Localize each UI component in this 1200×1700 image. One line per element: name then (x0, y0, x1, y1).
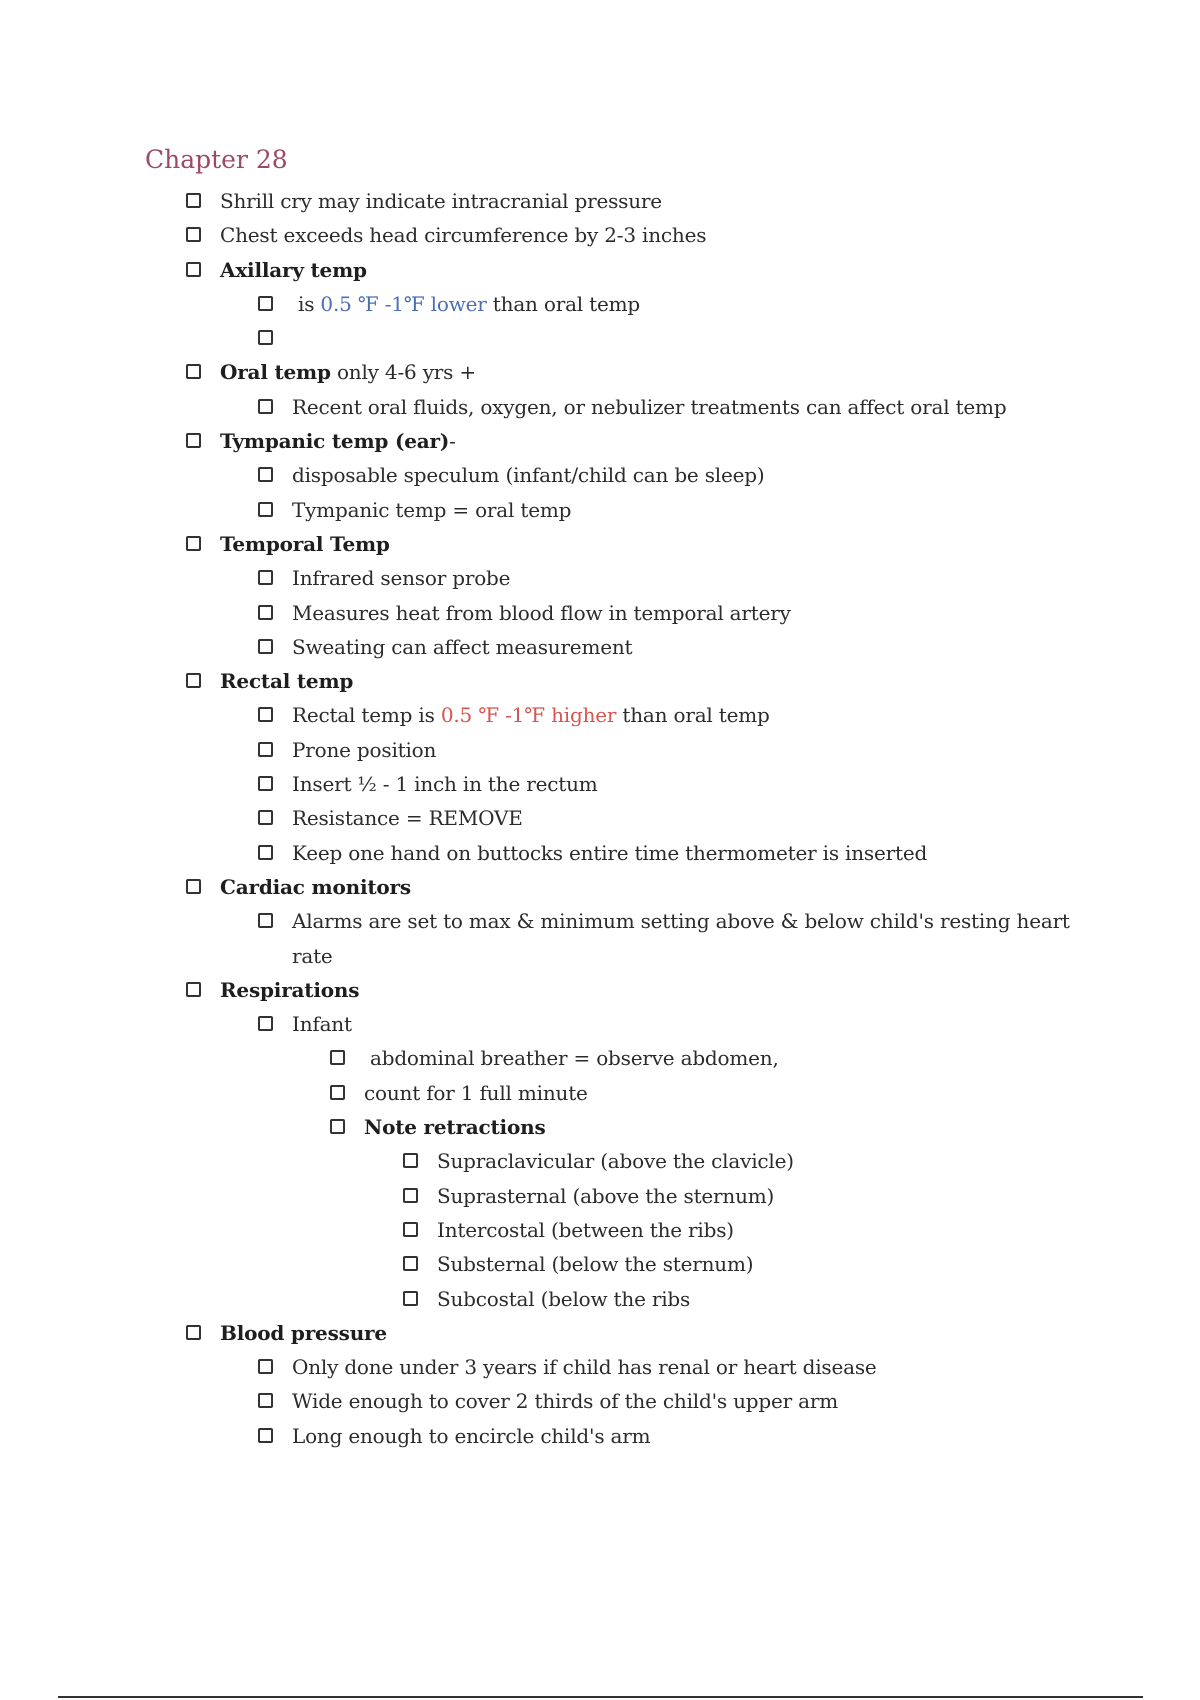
checklist (0, 184, 1200, 1453)
checklist-item (258, 801, 1200, 835)
checklist-item (258, 596, 1200, 630)
checklist-item (186, 527, 1200, 561)
item-text: Infant (292, 1012, 352, 1037)
checkbox[interactable] (258, 810, 273, 825)
checklist-item (186, 424, 1200, 458)
item-text: Supraclavicular (above the clavicle) (437, 1149, 794, 1174)
item-heading: Respirations (220, 977, 360, 1002)
item-heading: Rectal temp (220, 669, 354, 694)
checklist-item (403, 1179, 1200, 1213)
checklist-item (186, 870, 1200, 904)
item-highlight: 0.5 ℉ -1℉ higher (440, 703, 617, 728)
checklist-item (258, 904, 1088, 973)
item-heading: Axillary temp (220, 257, 367, 282)
item-text: than oral temp (486, 291, 640, 316)
checkbox[interactable] (258, 1016, 273, 1031)
checklist-item (186, 184, 1200, 218)
checkbox[interactable] (258, 399, 273, 414)
checkbox[interactable] (258, 296, 273, 311)
item-text: Suprasternal (above the sternum) (437, 1183, 775, 1208)
item-text: Alarms are set to max & minimum setting above & below child's resting heart rate (292, 909, 1070, 968)
checklist-item (258, 767, 1200, 801)
item-text: count for 1 full minute (364, 1080, 588, 1105)
item-heading: Tympanic temp (ear) (220, 429, 450, 454)
checkbox[interactable] (258, 502, 273, 517)
checklist-item (258, 1384, 1200, 1418)
item-text: Tympanic temp = oral temp (292, 497, 572, 522)
checklist-item (403, 1213, 1200, 1247)
checkbox[interactable] (258, 742, 273, 757)
checkbox[interactable] (186, 879, 201, 894)
checkbox[interactable] (186, 982, 201, 997)
checklist-item (258, 561, 1200, 595)
checkbox[interactable] (258, 639, 273, 654)
item-text: Only done under 3 years if child has renal or heart disease (292, 1355, 877, 1380)
item-text: only 4-6 yrs + (330, 360, 476, 385)
checklist-item (258, 836, 1200, 870)
item-text: abdominal breather = observe abdomen, (370, 1046, 779, 1071)
item-text: Rectal temp is (292, 703, 441, 728)
item-text: disposable speculum (infant/child can be sleep) (292, 463, 765, 488)
checkbox[interactable] (330, 1050, 345, 1065)
checklist-item (258, 493, 1200, 527)
item-text: Shrill cry may indicate intracranial pressure (220, 189, 662, 213)
checkbox[interactable] (258, 330, 273, 345)
checklist-item (186, 253, 1200, 287)
item-heading: Note retractions (364, 1115, 546, 1140)
checklist-item (258, 287, 1200, 321)
checkbox[interactable] (258, 570, 273, 585)
item-text: Infrared sensor probe (292, 566, 511, 591)
checkbox[interactable] (186, 193, 201, 208)
checkbox[interactable] (186, 536, 201, 551)
item-heading: Temporal Temp (220, 531, 390, 556)
item-text: than oral temp (616, 703, 770, 728)
item-highlight: 0.5 ℉ -1℉ lower (320, 291, 487, 316)
item-text: Insert ½ - 1 inch in the rectum (292, 772, 598, 797)
checkbox[interactable] (258, 776, 273, 791)
checkbox[interactable] (403, 1222, 418, 1237)
checklist-item (258, 390, 1200, 424)
checkbox[interactable] (403, 1153, 418, 1168)
checkbox[interactable] (186, 262, 201, 277)
item-heading: Blood pressure (220, 1320, 387, 1345)
item-text: Sweating can affect measurement (292, 634, 633, 659)
item-text: Intercostal (between the ribs) (437, 1217, 734, 1242)
checkbox[interactable] (258, 707, 273, 722)
item-text: Prone position (292, 737, 437, 762)
checkbox[interactable] (403, 1256, 418, 1271)
checklist-item (186, 1316, 1200, 1350)
checklist-item (186, 973, 1200, 1007)
item-text: Measures heat from blood flow in temporal artery (292, 600, 791, 625)
checklist-item (258, 1007, 1200, 1041)
checkbox[interactable] (186, 1325, 201, 1340)
item-text: Resistance = REMOVE (292, 806, 523, 831)
checklist-item (258, 458, 1200, 492)
checkbox[interactable] (403, 1188, 418, 1203)
item-text: Keep one hand on buttocks entire time thermometer is inserted (292, 840, 928, 865)
checkbox[interactable] (258, 1359, 273, 1374)
page-bottom-rule (58, 1696, 1143, 1698)
item-text: Recent oral fluids, oxygen, or nebulizer treatments can affect oral temp (292, 394, 1007, 419)
checklist-item (330, 1041, 1200, 1075)
checklist-item (403, 1247, 1200, 1281)
item-text: is (298, 291, 321, 316)
checklist-item (258, 733, 1200, 767)
checkbox[interactable] (330, 1085, 345, 1100)
checklist-item (258, 1419, 1200, 1453)
checklist-item (258, 698, 1200, 732)
item-text: Subcostal (below the ribs (437, 1286, 691, 1311)
item-text: Chest exceeds head circumference by 2-3 inches (220, 223, 707, 248)
checkbox[interactable] (186, 364, 201, 379)
checkbox[interactable] (186, 673, 201, 688)
checklist-item (258, 630, 1200, 664)
checkbox[interactable] (258, 913, 273, 928)
checkbox[interactable] (186, 433, 201, 448)
checklist-item (330, 1076, 1200, 1110)
checklist-item (258, 321, 1200, 355)
checkbox[interactable] (403, 1291, 418, 1306)
checklist-item (403, 1144, 1200, 1178)
checkbox[interactable] (258, 1428, 273, 1443)
checklist-item (403, 1282, 1200, 1316)
checkbox[interactable] (258, 845, 273, 860)
checklist-item (186, 355, 1200, 389)
chapter-title: Chapter 28 (145, 145, 288, 174)
item-text: Long enough to encircle child's arm (292, 1423, 651, 1448)
item-heading: Oral temp (220, 360, 331, 385)
checkbox[interactable] (258, 467, 273, 482)
item-text: Wide enough to cover 2 thirds of the child's upper arm (292, 1389, 838, 1414)
item-heading: Cardiac monitors (220, 874, 411, 899)
checklist-item (186, 218, 1200, 252)
checklist-item (258, 1350, 1200, 1384)
checkbox[interactable] (258, 605, 273, 620)
checklist-item (186, 664, 1200, 698)
checkbox[interactable] (330, 1119, 345, 1134)
checklist-item (330, 1110, 1200, 1144)
item-text: Substernal (below the sternum) (437, 1252, 754, 1277)
checkbox[interactable] (186, 227, 201, 242)
checkbox[interactable] (258, 1393, 273, 1408)
item-text: - (449, 429, 456, 454)
